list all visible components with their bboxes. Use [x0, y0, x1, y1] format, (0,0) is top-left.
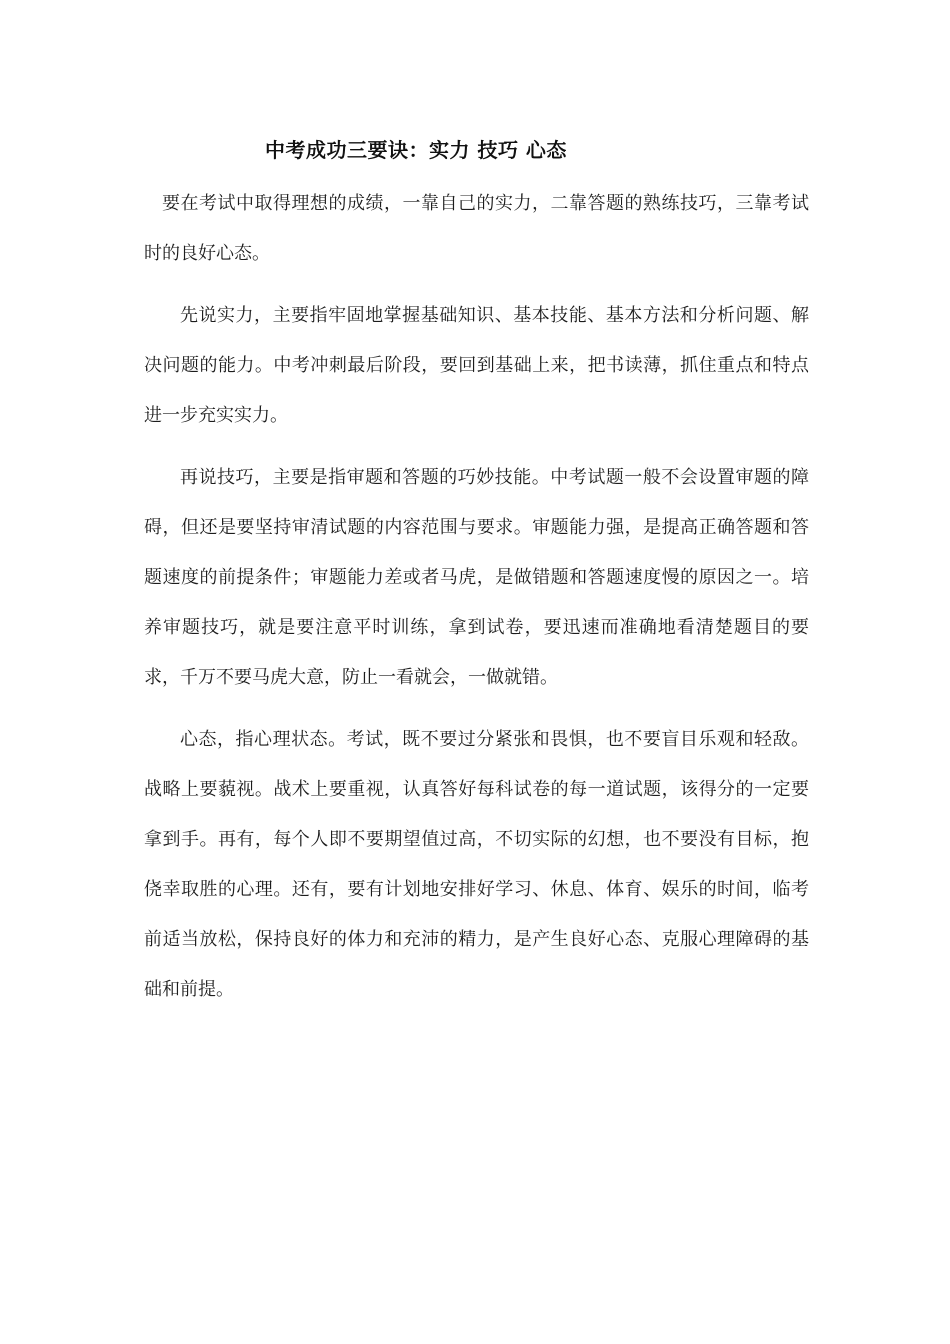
paragraph-intro: 要在考试中取得理想的成绩，一靠自己的实力，二靠答题的熟练技巧，三靠考试时的良好心态。 — [144, 193, 809, 264]
paragraph-strength: 先说实力，主要指牢固地掌握基础知识、基本技能、基本方法和分析问题、解决问题的能力。中考冲刺最后阶段，要回到基础上来，把书读薄，抓住重点和特点进一步充实实力。 — [144, 305, 809, 426]
document-body — [144, 179, 809, 1027]
paragraph-technique: 再说技巧，主要是指审题和答题的巧妙技能。中考试题一般不会设置审题的障碍，但还是要坚持审清试题的内容范围与要求。审题能力强，是提高正确答题和答题速度的前提条件；审题能力差或者马虎，是做错题和答题速度慢的原因之一。培养审题技巧，就是要注意平时训练，拿到试卷，要迅速而准确地看清楚题目的要求，千万不要马虎大意，防止一看就会，一做就错。 — [144, 467, 809, 688]
document-title: 中考成功三要诀：实力 技巧 心态 — [265, 138, 567, 162]
paragraph-mindset: 心态，指心理状态。考试，既不要过分紧张和畏惧，也不要盲目乐观和轻敌。战略上要藐视。战术上要重视，认真答好每科试卷的每一道试题，该得分的一定要拿到手。再有，每个人即不要期望值过高，不切实际的幻想，也不要没有目标，抱侥幸取胜的心理。还有，要有计划地安排好学习、休息、体育、娱乐的时间，临考前适当放松，保持良好的体力和充沛的精力，是产生良好心态、克服心理障碍的基础和前提。 — [144, 729, 809, 1000]
